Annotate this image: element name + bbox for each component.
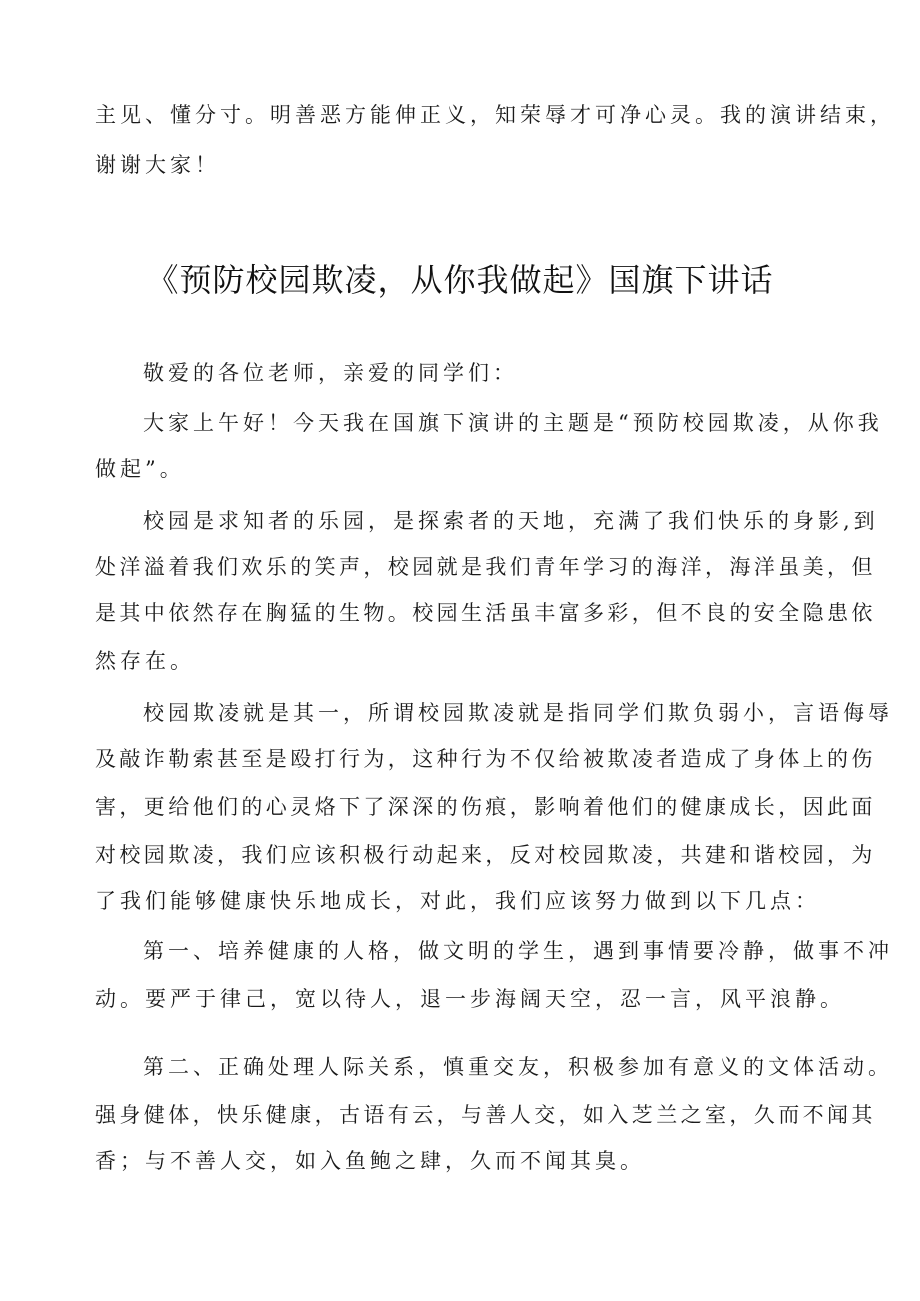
salutation-line: 敬爱的各位老师，亲爱的同学们：: [143, 361, 518, 385]
paragraph-line: 对校园欺凌，我们应该积极行动起来，反对校园欺凌，共建和谐校园，为: [95, 843, 876, 867]
paragraph-line: 主见、懂分寸。明善恶方能伸正义，知荣辱才可净心灵。我的演讲结束，: [95, 103, 895, 127]
paragraph-line: 做起”。: [95, 457, 185, 481]
paragraph-line: 香；与不善人交，如入鱼鲍之肆，久而不闻其臭。: [95, 1149, 645, 1173]
paragraph-line: 是其中依然存在胸猛的生物。校园生活虽丰富多彩，但不良的安全隐患依: [95, 601, 876, 625]
paragraph-line: 第二、正确处理人际关系，慎重交友，积极参加有意义的文体活动。: [143, 1055, 893, 1079]
paragraph-line: 动。要严于律己，宽以待人，退一步海阔天空，忍一言，风平浪静。: [95, 987, 845, 1011]
paragraph-line: 然存在。: [95, 649, 195, 673]
paragraph-line: 谢谢大家！: [95, 153, 220, 177]
paragraph-line: 校园欺凌就是其一，所谓校园欺凌就是指同学们欺负弱小，言语侮辱: [143, 701, 893, 725]
paragraph-line: 强身健体，快乐健康，古语有云，与善人交，如入芝兰之室，久而不闻其: [95, 1103, 876, 1127]
paragraph-line: 了我们能够健康快乐地成长，对此，我们应该努力做到以下几点：: [95, 889, 820, 913]
paragraph-line: 校园是求知者的乐园，是探索者的天地，充满了我们快乐的身影,到: [143, 509, 879, 533]
paragraph-line: 大家上午好！今天我在国旗下演讲的主题是“预防校园欺凌，从你我: [143, 411, 883, 435]
paragraph-line: 处洋溢着我们欢乐的笑声，校园就是我们青年学习的海洋，海洋虽美，但: [95, 555, 876, 579]
paragraph-line: 及敲诈勒索甚至是殴打行为，这种行为不仅给被欺凌者造成了身体上的伤: [95, 747, 876, 771]
paragraph-line: 害，更给他们的心灵烙下了深深的伤痕，影响着他们的健康成长，因此面: [95, 795, 876, 819]
paragraph-line: 第一、培养健康的人格，做文明的学生，遇到事情要冷静，做事不冲: [143, 939, 893, 963]
page-title: 《预防校园欺凌，从你我做起》国旗下讲话: [146, 261, 774, 299]
